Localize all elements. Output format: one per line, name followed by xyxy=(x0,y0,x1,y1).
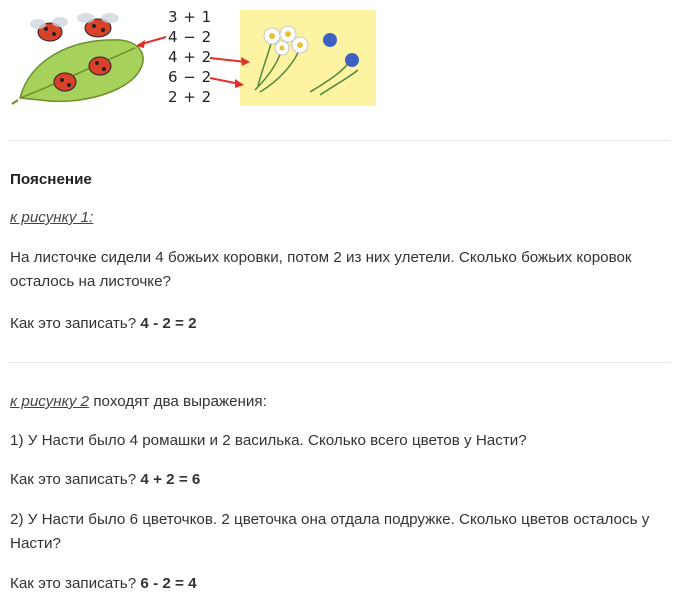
ladybug-icon xyxy=(54,73,76,91)
arrow-to-picture-1 xyxy=(136,37,166,48)
expression: 3 + 1 xyxy=(168,8,212,26)
picture-2-answer-line-2 xyxy=(10,572,670,596)
picture-2-reference xyxy=(10,390,670,414)
picture-1-link[interactable]: к рисунку 1: xyxy=(10,209,94,226)
answer-expression: 6 - 2 = 4 xyxy=(140,575,197,592)
picture-1-problem: На листочке сидели 4 божьих коровки, потом 2 из них улетели. Сколько божьих коровок осталось на листочке? xyxy=(10,249,632,290)
expression-list xyxy=(168,7,212,107)
expression: 6 − 2 xyxy=(168,68,212,86)
expression: 4 + 2 xyxy=(168,48,212,66)
explanation-title: Пояснение xyxy=(10,171,92,188)
question-label: Как это записать? xyxy=(10,315,137,332)
daisies-and-cornflowers-illustration xyxy=(240,10,376,106)
picture-1-answer-line xyxy=(10,312,670,336)
ladybugs-on-leaf-illustration xyxy=(12,13,143,104)
question-label: Как это записать? xyxy=(10,575,137,592)
question-label: Как это записать? xyxy=(10,471,137,488)
picture-2-intro: походят два выражения: xyxy=(93,393,267,410)
picture-2-answer-line-1 xyxy=(10,468,670,492)
figure-drawing xyxy=(0,0,678,120)
divider xyxy=(8,140,670,141)
expression: 4 − 2 xyxy=(168,28,212,46)
arrow-to-picture-2-bottom xyxy=(210,78,244,88)
ladybug-icon xyxy=(30,17,68,41)
textbook-figure xyxy=(0,0,678,120)
answer-expression: 4 - 2 = 2 xyxy=(140,315,197,332)
ladybug-icon xyxy=(89,57,111,75)
answer-expression: 4 + 2 = 6 xyxy=(140,471,201,488)
divider xyxy=(8,362,670,363)
picture-2-problem-1: 1) У Насти было 4 ромашки и 2 василька. Сколько всего цветов у Насти? xyxy=(10,432,527,449)
expression: 2 + 2 xyxy=(168,88,212,106)
ladybug-icon xyxy=(77,13,119,37)
picture-2-link[interactable]: к рисунку 2 xyxy=(10,393,90,410)
picture-1-reference xyxy=(10,206,670,230)
picture-2-problem-2: 2) У Насти было 6 цветочков. 2 цветочка она отдала подружке. Сколько цветов осталось у Насти? xyxy=(10,511,650,552)
